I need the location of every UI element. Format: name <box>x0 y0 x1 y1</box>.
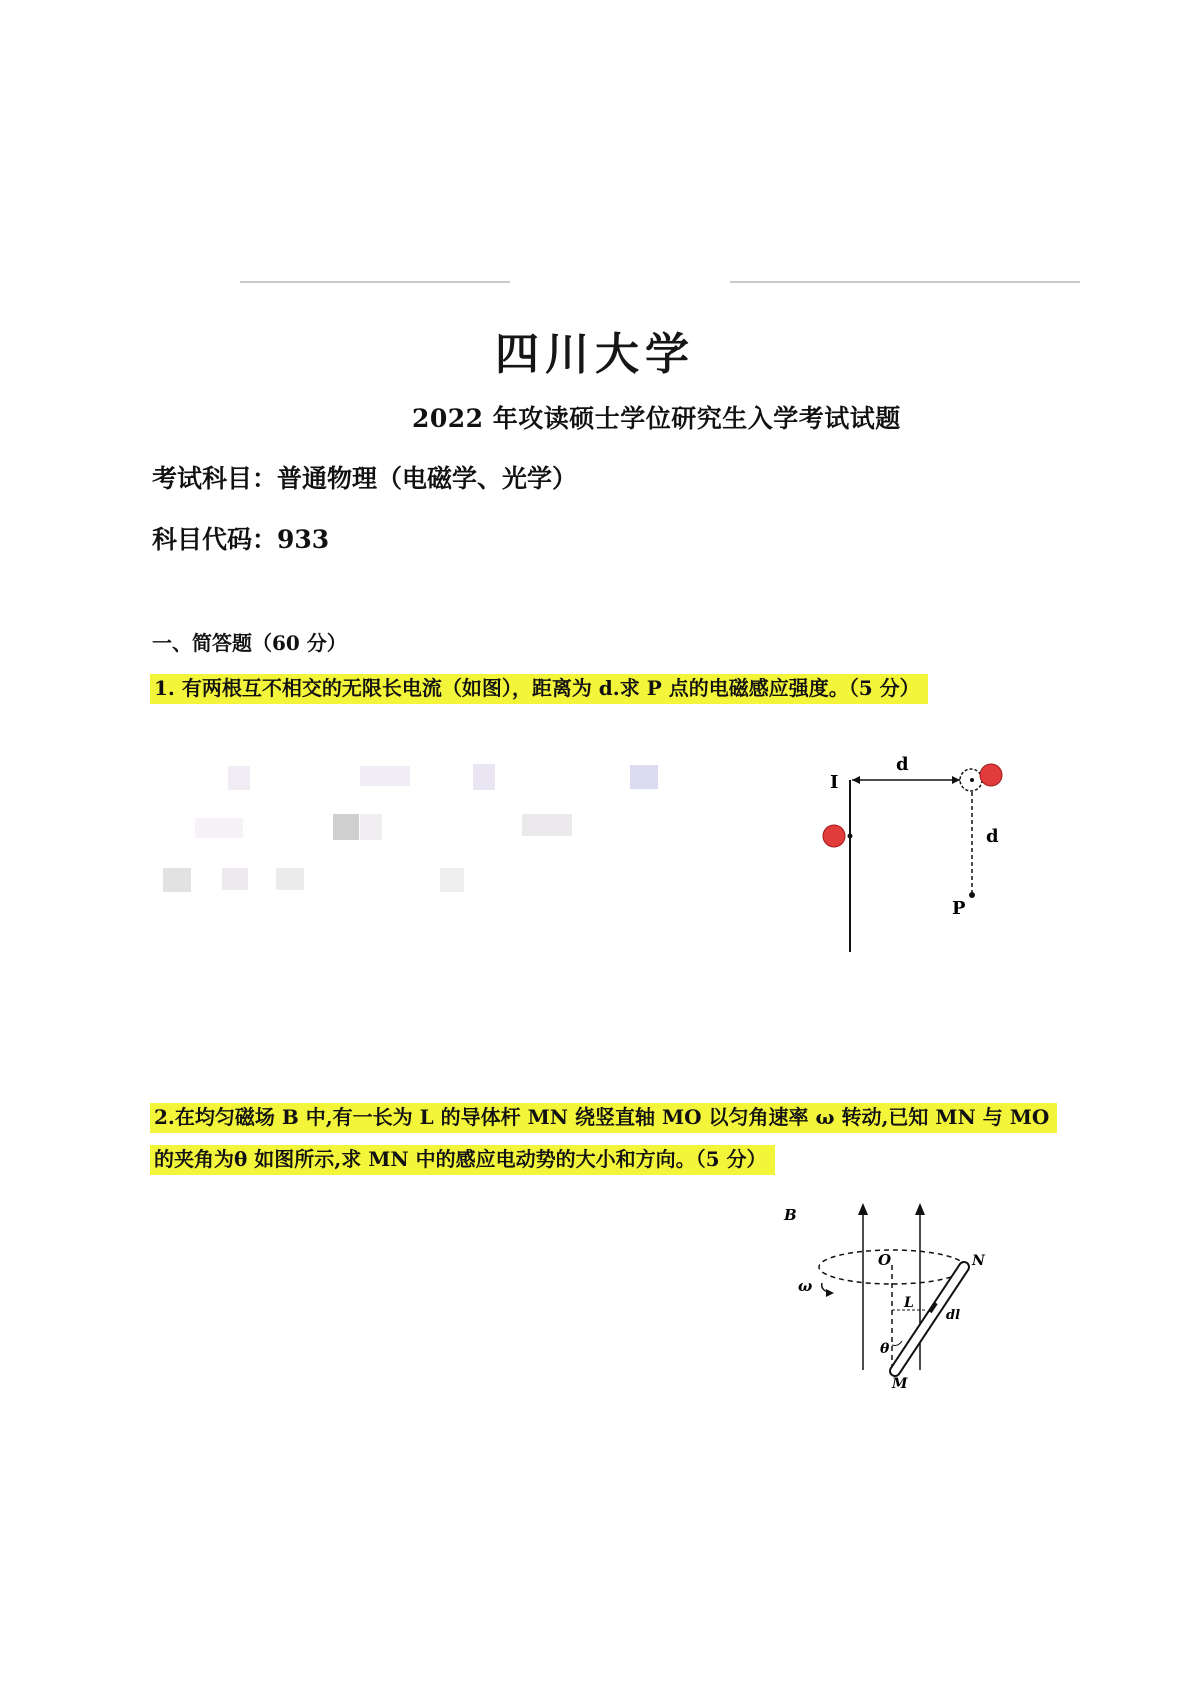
label-p: P <box>952 898 966 919</box>
top-rule-left <box>240 281 510 283</box>
code-line <box>152 520 329 556</box>
question-2-text-2: 的夹角为θ 如图所示,求 MN 中的感应电动势的大小和方向。（5 分） <box>150 1145 775 1175</box>
question-2-line-1 <box>150 1101 1057 1130</box>
label-d-top: d <box>896 754 909 775</box>
question-1-text: 1. 有两根互不相交的无限长电流（如图），距离为 d.求 P 点的电磁感应强度。（5 分） <box>150 674 928 704</box>
label-o: O <box>878 1251 892 1269</box>
omega-arrow-head <box>826 1289 834 1297</box>
point-p <box>969 892 975 898</box>
code-label: 科目代码： <box>152 525 278 554</box>
angle-arc <box>892 1341 902 1346</box>
label-d-side: d <box>986 826 999 847</box>
section-heading: 一、简答题（60 分） <box>152 631 347 655</box>
code-value: 933 <box>277 525 330 554</box>
subject-line <box>152 459 577 495</box>
label-dl: dl <box>946 1308 961 1323</box>
subject-label: 考试科目： <box>152 464 278 493</box>
label-current: I <box>830 772 839 793</box>
current-marker-left <box>823 825 845 847</box>
exam-title: 2022 年攻读硕士学位研究生入学考试试题 <box>412 404 901 433</box>
field-arrow-left <box>858 1203 868 1215</box>
subject-value: 普通物理（电磁学、光学） <box>277 464 578 493</box>
label-theta: θ <box>880 1341 890 1357</box>
arrow-head-right <box>952 776 960 784</box>
wire-dot <box>848 834 853 839</box>
figure-1 <box>800 750 1030 970</box>
label-omega: ω <box>798 1277 813 1295</box>
wire-2-center <box>970 778 974 782</box>
label-l: L <box>904 1295 914 1311</box>
label-b: B <box>784 1206 797 1224</box>
label-n: N <box>972 1253 985 1269</box>
question-1 <box>150 672 928 701</box>
top-rule-right <box>730 281 1080 283</box>
current-marker-right <box>980 764 1002 786</box>
university-name: 四川大学 <box>495 329 695 380</box>
question-2-line-2 <box>150 1143 775 1172</box>
question-2-text-1: 2.在均匀磁场 B 中,有一长为 L 的导体杆 MN 绕竖直轴 MO 以匀角速率 ω 转动,已知 MN 与 MO <box>150 1103 1057 1133</box>
field-arrow-right <box>915 1203 925 1215</box>
arrow-head-left <box>852 776 860 784</box>
figure-2 <box>780 1195 1010 1395</box>
label-m: M <box>892 1376 908 1392</box>
